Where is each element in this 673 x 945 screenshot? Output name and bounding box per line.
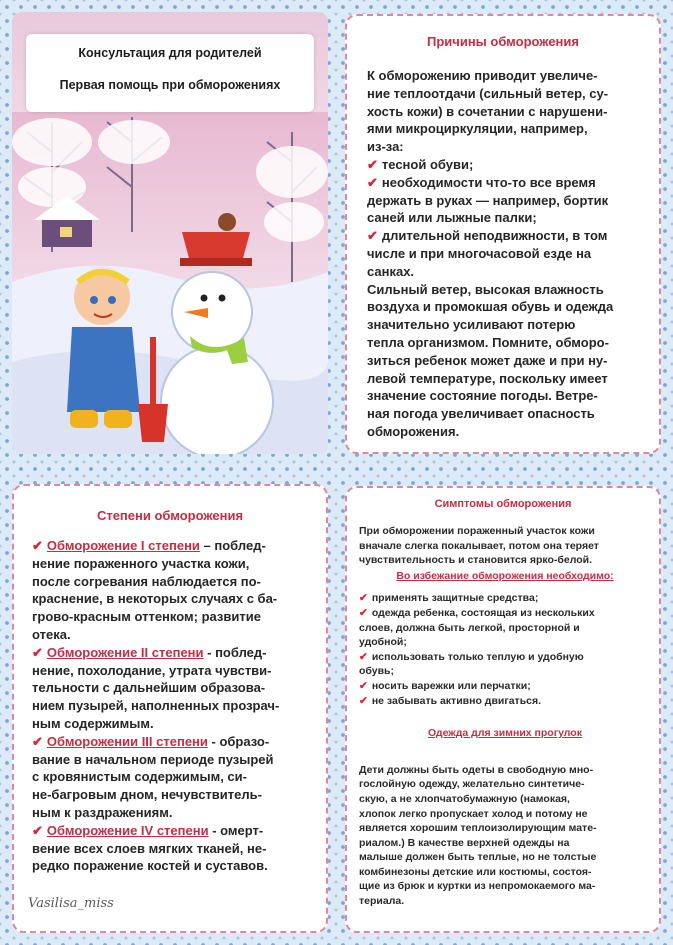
text-line: не-багровым дном, нечувствитель-: [32, 787, 262, 803]
degree-label: Обморожение II степени: [46, 644, 204, 660]
degree-item: ✔ Обморожение I степени – поблед- нение пораженного участка кожи, после согревания наблюдается по- краснение, в некоторых случаях с ба- грово-красным оттенком; развитие отека.: [32, 537, 316, 644]
check-icon: ✔: [32, 538, 43, 553]
text-line: ями микроциркуляции, например,: [367, 121, 588, 137]
text-line: значение состояние погоды. Ветре-: [367, 388, 598, 404]
winter-illustration: [12, 112, 328, 454]
text-line: хлопок легко пропускает холод и потому не: [359, 807, 588, 820]
text-line: грово-красным оттенком; развитие: [32, 609, 261, 625]
intro-card: [12, 12, 328, 454]
list-item: ✔ не забывать активно двигаться.: [359, 694, 542, 707]
text-line: является хорошим теплоизолирующим мате-: [359, 822, 597, 835]
causes-outro: [367, 281, 647, 441]
list-item: ✔ длительной неподвижности, в том: [367, 228, 608, 244]
text-line: слоев, должна быть легкой, просторной и: [359, 621, 580, 634]
symptoms-panel: [345, 486, 661, 933]
check-icon: ✔: [32, 822, 43, 838]
text-line: нием пузырей, наполненных прозрач-: [32, 698, 280, 714]
list-item: ✔ применять защитные средства;: [359, 592, 539, 605]
symptoms-subheading: Во избежание обморожения необходимо:: [396, 569, 614, 582]
text-line: после согревания наблюдается по-: [32, 573, 261, 589]
text-line: тепла организмом. Помните, обморо-: [367, 334, 609, 350]
text-line: обморожения.: [367, 423, 460, 439]
text-line: ние теплоотдачи (сильный ветер, су-: [367, 85, 609, 101]
degrees-heading: Степени обморожения: [96, 508, 244, 523]
clothing-heading: Одежда для зимних прогулок: [428, 727, 582, 740]
text-line: держать в руках — например, бортик: [367, 192, 609, 208]
text-line: малыше должен быть теплые, но не толстые: [359, 851, 597, 864]
author-signature: Vasilisa_miss: [28, 896, 114, 911]
check-icon: ✔: [367, 156, 378, 172]
text-line: териала.: [359, 895, 405, 908]
text-line: хость кожи) в сочетании с нарушени-: [367, 103, 608, 119]
text-line: числе и при многочасовой езде на: [367, 245, 592, 261]
degree-label: Обморожение IV степени: [46, 822, 209, 838]
text-line: К обморожению приводит увеличе-: [367, 68, 598, 83]
text-line: скую, а не хлопчатобумажную (намокая,: [359, 792, 570, 805]
list-item: ✔ использовать только теплую и удобную: [359, 650, 584, 663]
text-line: воздуха и промокшая обувь и одежда: [367, 299, 614, 315]
text-line: тельности с дальнейшим образова-: [32, 680, 266, 696]
text-line: щие из брюк и куртки из непромокаемого ма-: [359, 880, 596, 893]
clothing-text: [359, 763, 651, 909]
degree-item: ✔ Обморожение IV степени - омерт- вение всех слоев мягких тканей, не- редко поражение костей и суставов.: [32, 822, 316, 875]
text-line: гослойную одежду, желательно синтетиче-: [359, 778, 585, 791]
intro-title-line1: Консультация для родителей: [78, 46, 262, 60]
check-icon: ✔: [359, 650, 368, 663]
text-line: значительно усиливают потерю: [367, 317, 576, 333]
text-line: с кровянистым содержимым, си-: [32, 769, 247, 785]
list-item: ✔ необходимости что-то все время: [367, 174, 596, 190]
check-icon: ✔: [359, 694, 368, 707]
list-item: ✔ тесной обуви;: [367, 156, 474, 172]
causes-heading: Причины обморожения: [427, 34, 579, 49]
check-icon: ✔: [359, 592, 368, 605]
text-line: вначале слегка покалывает, потом она теряет: [359, 539, 599, 552]
text-line: При обморожении пораженный участок кожи: [359, 525, 595, 537]
text-line: ным к раздражениям.: [32, 804, 173, 820]
causes-intro: [367, 67, 647, 156]
text-line: санках.: [367, 263, 415, 279]
text-line: ная погода увеличивает опасность: [367, 406, 595, 422]
intro-title-box: [26, 34, 314, 112]
text-line: зиться ребенок может даже и при ну-: [367, 352, 608, 368]
text-line: удобной;: [359, 636, 407, 649]
degrees-panel: [12, 484, 328, 933]
degree-label: Обморожение I степени: [46, 538, 200, 553]
list-item: ✔ носить варежки или перчатки;: [359, 679, 531, 692]
text-line: вание в начальном периоде пузырей: [32, 751, 274, 767]
text-line: нение, похолодание, утрата чувстви-: [32, 662, 272, 678]
check-icon: ✔: [367, 174, 378, 190]
text-line: Дети должны быть одеты в свободную мно-: [359, 763, 594, 776]
symptoms-body: [347, 510, 659, 909]
degree-label: Обморожении III степени: [46, 733, 208, 749]
symptoms-heading: Симптомы обморожения: [434, 498, 572, 510]
intro-panel: [12, 12, 328, 454]
degree-item: ✔ Обморожении III степени - образо- вание в начальном периоде пузырей с кровянистым содержимым, си- не-багровым дном, нечувствитель- ным к раздражениям.: [32, 733, 316, 822]
text-line: комбинезоны детские или костюмы, состоя-: [359, 865, 592, 878]
text-line: из-за:: [367, 139, 404, 155]
degree-item: ✔ Обморожение II степени - поблед- нение, похолодание, утрата чувстви- тельности с дальнейшим образова- нием пузырей, наполненных прозрач- ным содержимым.: [32, 644, 316, 733]
text-line: чувствительность и становится ярко-белой.: [359, 554, 593, 567]
check-icon: ✔: [359, 679, 368, 692]
text-line: краснение, в некоторых случаях с ба-: [32, 591, 278, 607]
text-line: Сильный ветер, высокая влажность: [367, 281, 604, 297]
symptoms-list: [359, 591, 651, 708]
causes-body: [347, 49, 659, 441]
text-line: вение всех слоев мягких тканей, не-: [32, 840, 267, 856]
text-line: саней или лыжные палки;: [367, 210, 537, 226]
text-line: ным содержимым.: [32, 715, 154, 731]
text-line: отека.: [32, 626, 71, 642]
text-line: нение пораженного участка кожи,: [32, 555, 250, 571]
check-icon: ✔: [32, 733, 43, 749]
degrees-body: [14, 523, 326, 875]
check-icon: ✔: [367, 228, 378, 244]
text-line: обувь;: [359, 665, 395, 678]
intro-title-line2: Первая помощь при обморожениях: [59, 78, 281, 92]
text-line: редко поражение костей и суставов.: [32, 858, 268, 874]
text-line: риалом.) В качестве верхней одежды на: [359, 836, 570, 849]
causes-panel: [345, 14, 661, 454]
list-item: ✔ одежда ребенка, состоящая из нескольких: [359, 606, 595, 619]
causes-list: [367, 156, 647, 281]
check-icon: ✔: [359, 606, 368, 619]
check-icon: ✔: [32, 644, 43, 660]
text-line: левой температуре, поскольку имеет: [367, 370, 608, 386]
